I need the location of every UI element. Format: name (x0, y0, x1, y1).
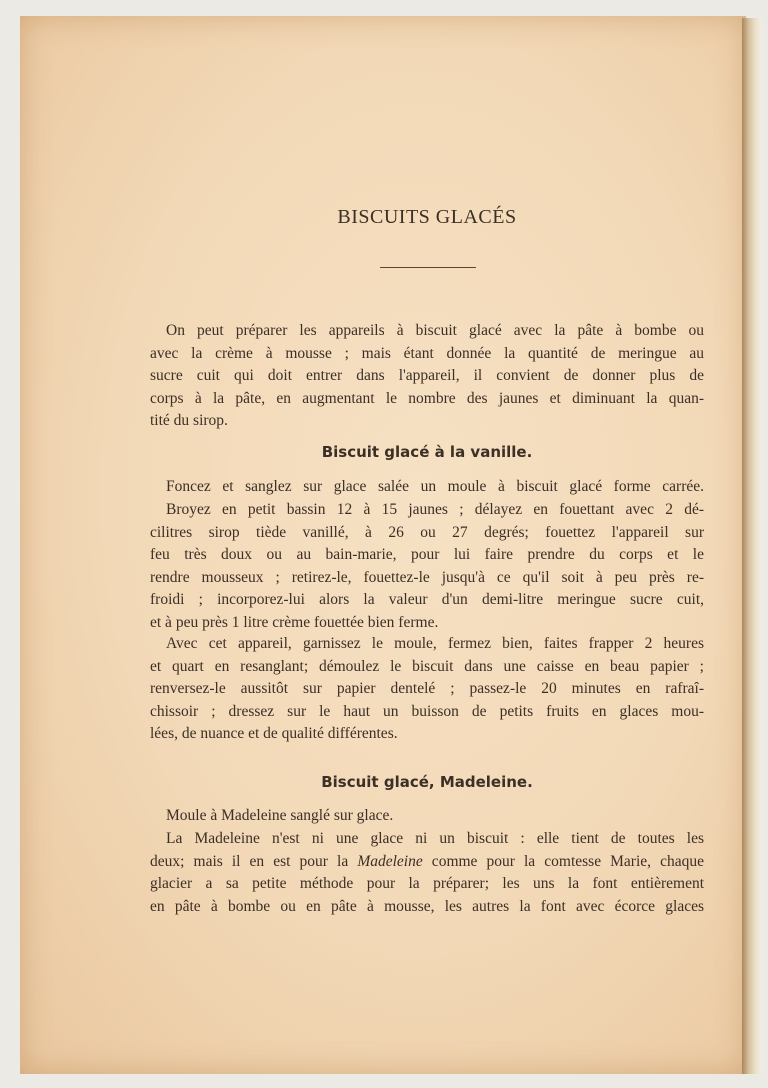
text-line: feu très doux ou au bain-marie, pour lui faire prendre du corps et le (150, 546, 704, 563)
text-line: sucre cuit qui doit entrer dans l'appareil, il convient de donner plus de (150, 367, 704, 384)
text-line: Broyez en petit bassin 12 à 15 jaunes ; délayez en fouettant avec 2 dé- (166, 501, 704, 518)
italic-word: Madeleine (357, 852, 423, 870)
text-line: On peut préparer les appareils à biscuit glacé avec la pâte à bombe ou (166, 322, 704, 339)
paper-sheet (20, 16, 746, 1074)
section-heading-vanille: Biscuit glacé à la vanille. (321, 443, 533, 461)
text-line: et quart en resanglant; démoulez le biscuit dans une caisse en beau papier ; (150, 657, 704, 675)
text-line: froidi ; incorporez-lui alors la valeur d'un demi-litre meringue sucre cuit, (150, 591, 704, 608)
text-line: tité du sirop. (150, 412, 228, 429)
text-line: rendre mousseux ; retirez-le, fouettez-le jusqu'à ce qu'il soit à peu près re- (150, 568, 704, 586)
book-binding-edge (742, 18, 762, 1074)
text-segment: deux; mais il en est pour la (150, 852, 358, 870)
title-rule (380, 267, 476, 268)
madeleine-paragraph-2 (150, 828, 704, 918)
text-line: corps à la pâte, en augmentant le nombre des jaunes et diminuant la quan- (150, 389, 704, 407)
text-line: et à peu près 1 litre crème fouettée bien ferme. (150, 613, 439, 631)
text-line: lées, de nuance et de qualité différentes. (150, 725, 398, 742)
text-line: Moule à Madeleine sanglé sur glace. (166, 807, 394, 824)
vanille-paragraph-1 (150, 476, 704, 499)
text-line: chissoir ; dressez sur le haut un buisson de petits fruits en glaces mou- (150, 702, 704, 720)
madeleine-paragraph-1 (150, 805, 704, 828)
text-line: glacier a sa petite méthode pour la préparer; les uns la font entièrement (150, 875, 704, 892)
vanille-paragraph-3 (150, 633, 704, 746)
text-line: Avec cet appareil, garnissez le moule, fermez bien, faites frapper 2 heures (166, 635, 704, 652)
text-line: cilitres sirop tiède vanillé, à 26 ou 27 degrés; fouettez l'appareil sur (150, 523, 704, 541)
intro-paragraph (150, 320, 704, 433)
text-line: avec la crème à mousse ; mais étant donnée la quantité de meringue au (150, 344, 704, 362)
text-line: renversez-le aussitôt sur papier dentelé ; passez-le 20 minutes en rafraî- (150, 680, 704, 697)
text-line: La Madeleine n'est ni une glace ni un biscuit : elle tient de toutes les (166, 830, 704, 847)
text-line: Foncez et sanglez sur glace salée un moule à biscuit glacé forme carrée. (166, 478, 704, 495)
text-line (150, 851, 704, 874)
text-segment: comme pour la comtesse Marie, chaque (422, 852, 704, 870)
vanille-paragraph-2 (150, 499, 704, 634)
section-heading-madeleine: Biscuit glacé, Madeleine. (321, 773, 533, 791)
text-line: en pâte à bombe ou en pâte à mousse, les autres la font avec écorce glaces (150, 897, 704, 915)
page-title: BISCUITS GLACÉS (337, 206, 517, 228)
